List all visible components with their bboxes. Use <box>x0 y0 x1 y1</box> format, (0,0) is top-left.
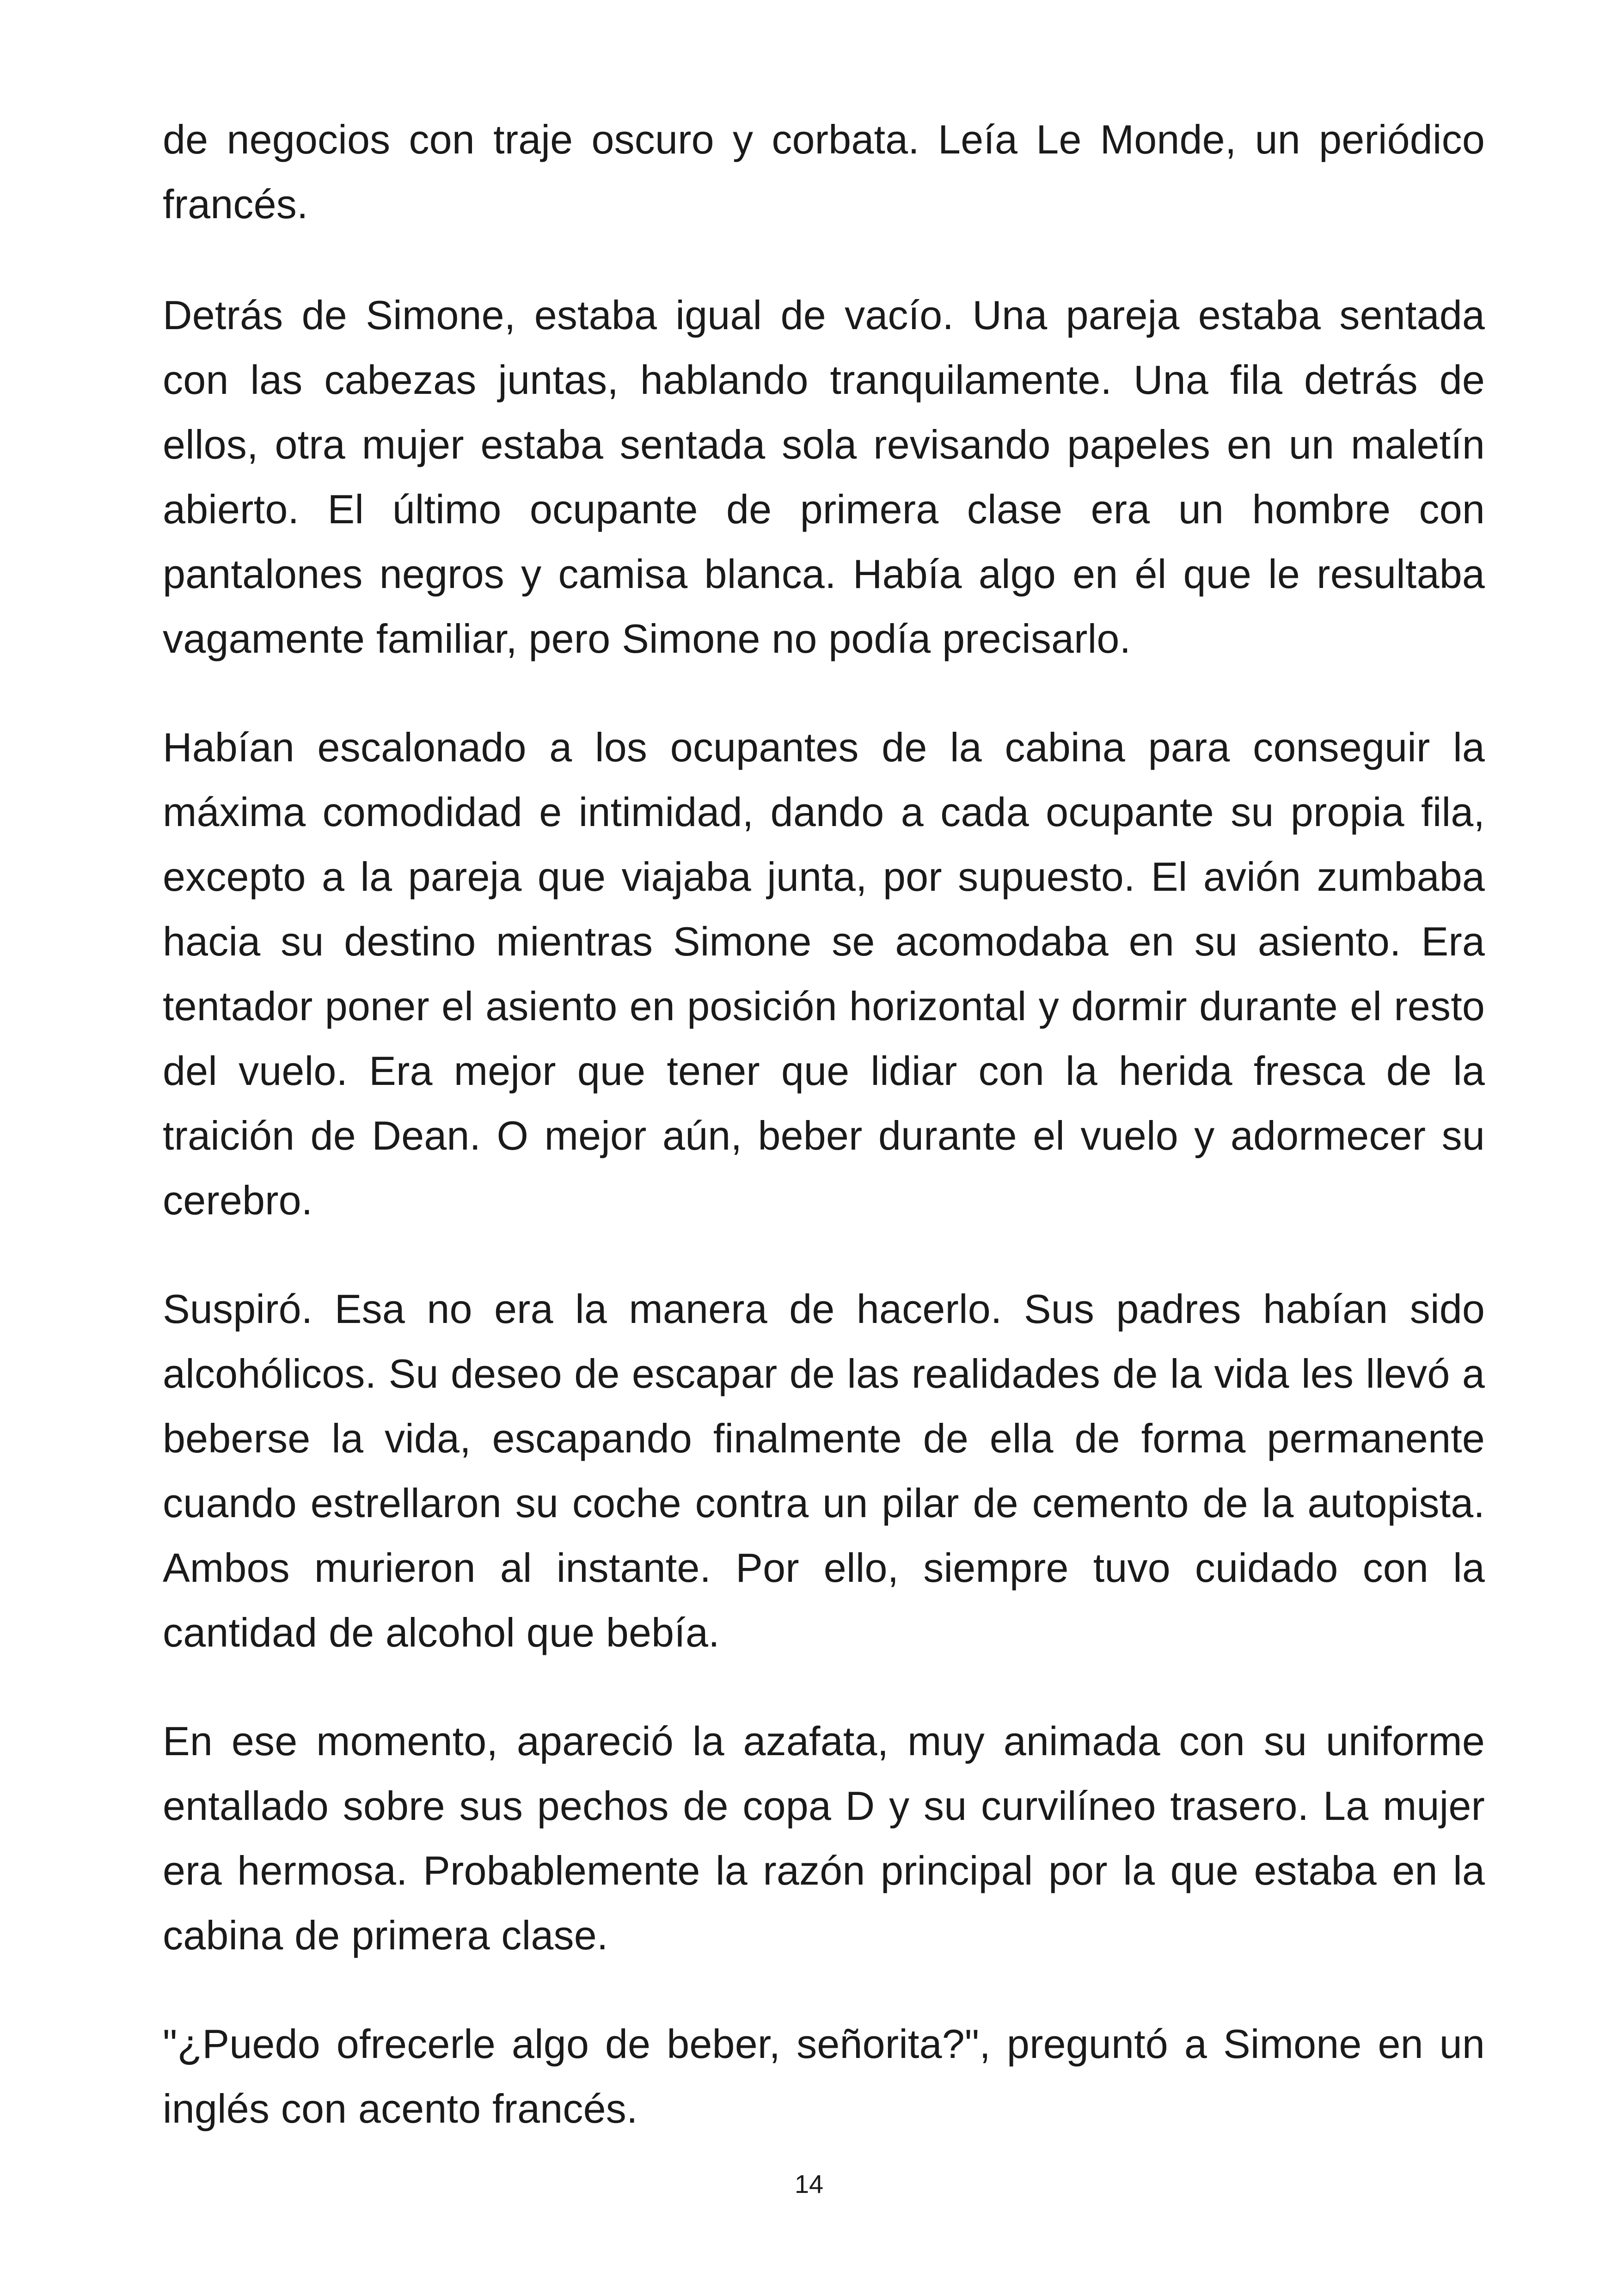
paragraph-6: "¿Puedo ofrecerle algo de beber, señorita?", preguntó a Simone en un inglés con acento francés. <box>163 2021 1485 2131</box>
paragraph-2: Detrás de Simone, estaba igual de vacío. Una pareja estaba sentada con las cabezas juntas, hablando tranquilamente. Una fila detrás de ellos, otra mujer estaba sentada sola revisando papeles en un maletín abierto. El último ocupante de primera clase era un hombre con pantalones negros y camisa blanca. Había algo en él que le resultaba vagamente familiar, pero Simone no podía precisarlo. <box>163 292 1485 661</box>
paragraph-1: de negocios con traje oscuro y corbata. Leía Le Monde, un periódico francés. <box>163 116 1485 227</box>
paragraph-5: En ese momento, apareció la azafata, muy animada con su uniforme entallado sobre sus pechos de copa D y su curvilíneo trasero. La mujer era hermosa. Probablemente la razón principal por la que estaba en la cabina de primera clase. <box>163 1718 1485 1958</box>
paragraph-4: Suspiró. Esa no era la manera de hacerlo. Sus padres habían sido alcohólicos. Su deseo de escapar de las realidades de la vida les llevó a beberse la vida, escapando finalmente de ella de forma permanente cuando estrellaron su coche contra un pilar de cemento de la autopista. Ambos murieron al instante. Por ello, siempre tuvo cuidado con la cantidad de alcohol que bebía. <box>163 1286 1485 1655</box>
paragraph-3: Habían escalonado a los ocupantes de la cabina para conseguir la máxima comodidad e intimidad, dando a cada ocupante su propia fila, excepto a la pareja que viajaba junta, por supuesto. El avión zumbaba hacia su destino mientras Simone se acomodaba en su asiento. Era tentador poner el asiento en posición horizontal y dormir durante el resto del vuelo. Era mejor que tener que lidiar con la herida fresca de la traición de Dean. O mejor aún, beber durante el vuelo y adormecer su cerebro. <box>163 724 1485 1223</box>
page-number: 14 <box>794 2169 824 2198</box>
page-body <box>163 107 1485 2185</box>
